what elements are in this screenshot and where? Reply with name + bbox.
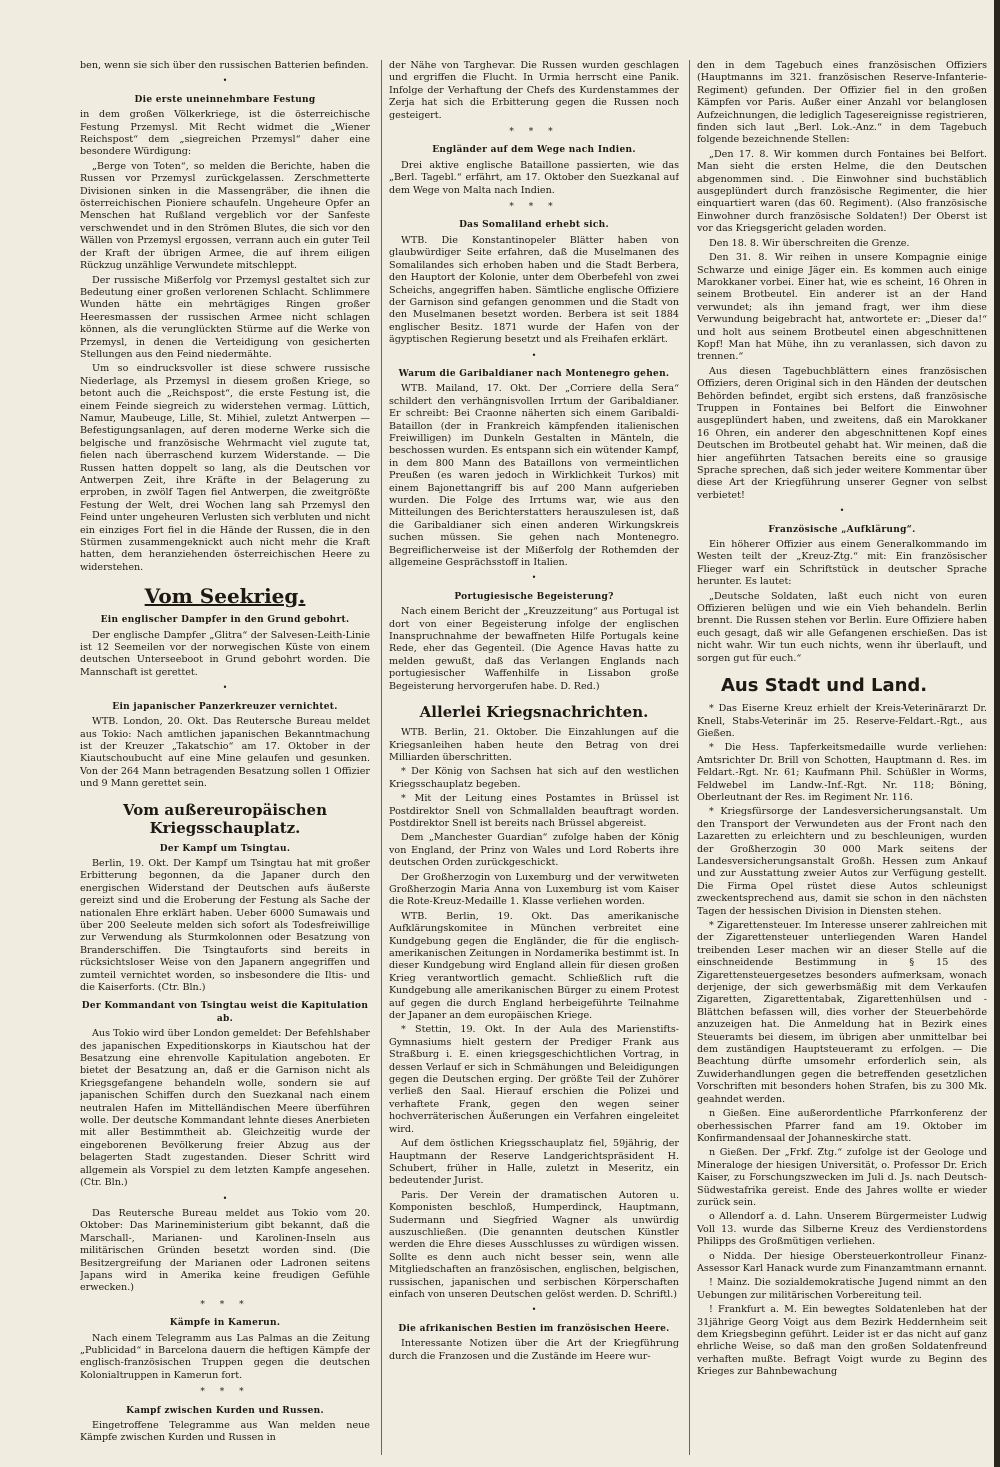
paragraph: Der Großherzogin von Luxemburg und der verwitweten Großherzogin Maria Anna von Luxemburg ist vom Kaiser die Rote-Kreuz-Medaille 1. Klasse verliehen worden.: [389, 871, 679, 908]
article-heading: Portugiesische Begeisterung?: [454, 591, 614, 602]
paragraph: den in dem Tagebuch eines französischen Offiziers (Hauptmanns im 321. französischen Reserve-Infanterie-Regiment) gefunden. Der Offizier fiel in den großen Kämpfen vor Paris. Außer einer Anzahl vor belanglosen Aufzeichnungen, die lediglich Tagesereignisse registrieren, finden sich laut „Berl. Lok.-Anz.“ in dem Tagebuch folgende bezeichnende Stellen:: [697, 60, 987, 146]
column-3: [697, 60, 987, 1460]
paragraph: Berlin, 19. Okt. Der Kampf um Tsingtau hat mit großer Erbitterung begonnen, da die Japaner durch den energischen Widerstand der Deutschen aufs äußerste gereizt sind und die Eroberung der Festung als Sache der nationalen Ehre erklärt haben. Ueber 6000 Sumawais und über 200 Seeleute melden sich sofort als Todesfreiwillige zur Verwendung als Sturmkolonnen oder Besatzung von Branderschiffen. Die Tsingtauforts sind bereits in rücksichtsloser Weise von den Japanern angegriffen und zumteil vernichtet worden, so insbesondere die Iltis- und die Kaiserforts. (Ctr. Bln.): [80, 857, 370, 993]
paragraph: Der russische Mißerfolg vor Przemysl gestaltet sich zur Bedeutung einer großen verlorenen Schlacht. Schlimmere Wunden hätte ein mehrtägiges Ringen großer Heeresmassen der russischen Armee nicht schlagen können, als die verunglückten Stürme auf die Werke von Przemysl, in denen die Verteidigung von gesicherten Stellungen aus den Feind niedermähte.: [80, 274, 370, 360]
paragraph: der Nähe von Targhevar. Die Russen wurden geschlagen und ergriffen die Flucht. In Urmia herrscht eine Panik. Infolge der Verhaftung der Chefs des Kurdenstammes der Zerja hat sich die Erbitterung gegen die Russen noch gesteigert.: [389, 60, 679, 121]
section-title: Vom Seekrieg.: [144, 584, 306, 609]
paragraph: ben, wenn sie sich über den russischen Batterien befinden.: [80, 60, 369, 71]
article-heading: Kämpfe in Kamerun.: [169, 1318, 281, 1329]
paragraph: Aus Tokio wird über London gemeldet: Der Befehlshaber des japanischen Expeditionskorps in Kiautschou hat der Besatzung eine ehrenvolle Kapitulation angeboten. Er bietet der Besatzung an, daß er die Garnison nicht als Kriegsgefangene behandeln wolle, sondern sie auf japanischen Schiffen durch den Suezkanal nach einem neutralen Hafen im Mittelländischen Meere überführen wolle. Der deutsche Kommandant lehnte dieses Anerbieten mit aller Bestimmtheit ab. Gleichzeitig wurde der eingeborenen Bevölkerung freier Abzug aus der belagerten Stadt zugestanden. Dieser Schritt wird allgemein als Vorspiel zu dem letzten Kampfe angesehen. (Ctr. Bln.): [80, 1028, 370, 1189]
article-heading: Die erste uneinnehmbare Festung: [134, 94, 316, 105]
column-2: [389, 60, 679, 1460]
paragraph: „Deutsche Soldaten, laßt euch nicht von euren Offizieren belügen und wie ein Vieh behandeln. Berlin brennt. Die Russen stehen vor Berlin. Eure Offiziere haben euch gesagt, daß wir alle Gefangenen erschießen. Das ist nicht wahr. Wir tun euch nichts, wenn ihr überlauft, und sorgen gut für euch.“: [697, 590, 987, 664]
ornament-bullet: •: [222, 76, 228, 86]
article-heading: Die afrikanischen Bestien im französischen Heere.: [398, 1323, 670, 1334]
page-edge: [994, 0, 1000, 1467]
article-heading: Ein englischer Dampfer in den Grund gebohrt.: [100, 615, 350, 626]
paragraph: o Nidda. Der hiesige Obersteuerkontrolleur Finanz-Assessor Karl Hanack wurde zum Finanzamtmann ernannt.: [697, 1250, 987, 1274]
ornament-bullet: •: [839, 506, 845, 516]
column-1: [80, 60, 370, 1460]
paragraph: Interessante Notizen über die Art der Kriegführung durch die Franzosen und die Zustände im Heere wur-: [389, 1338, 679, 1362]
paragraph: n Gießen. Eine außerordentliche Pfarrkonferenz der oberhessischen Pfarrer fand am 19. Oktober im Konfirmandensaal der Johanneskirche statt.: [697, 1108, 987, 1144]
paragraph: „Den 17. 8. Wir kommen durch Fontaines bei Belfort. Man sieht die ersten Helme, die den Deutschen abgenommen sind. . Die Einwohner sind buchstäblich ausgeplündert durch französische Regimenter, die hier einquartiert waren (das 60. Regiment). (Also französische Einwohner durch französische Soldaten!) Der Oberst ist vor das Kriegsgericht geladen worden.: [697, 148, 987, 235]
paragraph: Der englische Dampfer „Glitra“ der Salvesen-Leith-Linie ist 12 Seemeilen vor der norwegischen Küste von einem deutschen Unterseeboot in Grund gebohrt worden. Die Mannschaft ist gerettet.: [80, 629, 370, 678]
paragraph: * Der König von Sachsen hat sich auf den westlichen Kriegsschauplatz begeben.: [389, 766, 679, 790]
paragraph: WTB. Berlin, 19. Okt. Das amerikanische Aufklärungskomitee in München verbreitet eine Kundgebung gegen die Engländer, die für die englisch-amerikanischen Zeitungen in Nordamerika bestimmt ist. In dieser Kundgebung wird England allein für diesen großen Krieg verantwortlich gemacht. Schließlich ruft die Kundgebung alle amerikanischen Bürger zu einem Protest auf gegen die durch England herbeigeführte Teilnahme der Japaner an dem europäischen Kriege.: [389, 910, 679, 1022]
paragraph: Paris. Der Verein der dramatischen Autoren u. Komponisten beschloß, Humperdinck, Hauptmann, Sudermann und Siegfried Wagner als unwürdig auszuschließen. (Die genannten deutschen Künstler werden die Ehre dieses Ausschlusses zu würdigen wissen. Sollte es denn auch nicht besser sein, wenn alle Mitgliedschaften an französischen, englischen, belgischen, russischen, japanischen und serbischen Körperschaften einfach von unseren Deutschen gelöst werden. D. Schriftl.): [389, 1189, 679, 1300]
paragraph: * Zigarettensteuer. Im Interesse unserer zahlreichen mit der Zigarettensteuer unterliegenden Waren Handel treibenden Leser machen wir an dieser Stelle auf die einschneidende Bestimmung in § 15 des Zigarettensteuergesetzes besonders aufmerksam, wonach derjenige, der sich gewerbsmäßig mit dem Verkaufen Zigaretten, Zigarettentabak, Zigarettenhülsen und -Blättchen befassen will, dies vorher der Steuerbehörde anzuzeigen hat. Die Anmeldung hat in Bezirk eines Steueramts bei diesem, im übrigen aber unmittelbar bei dem zuständigen Hauptsteueramt zu erfolgen. — Die Beachtung dürfte umsomehr erforderlich sein, als Zuwiderhandlungen gegen die betreffenden gesetzlichen Vorschriften mit besonders hohen Strafen, bis zu 300 Mk. geahndet werden.: [697, 920, 987, 1105]
ornament-bullet: •: [531, 1305, 537, 1315]
article-heading: Warum die Garibaldianer nach Montenegro gehen.: [398, 368, 670, 379]
ornament-stars: * * *: [509, 202, 559, 213]
paragraph: WTB. Die Konstantinopeler Blätter haben von glaubwürdiger Seite erfahren, daß die Muselmanen des Somalilandes sich erhoben haben und die Stadt Berbera, den Hauptort der Kolonie, unter dem Oberbefehl von zwei Scheichs, angegriffen haben. Sämtliche englische Offiziere der Garnison sind gefangen genommen und die Stadt von den Muselmanen besetzt worden. Berbera ist seit 1884 englischer Besitz. 1871 wurde der Hafen von der ägyptischen Regierung besetzt und als Freihafen erklärt.: [389, 234, 679, 346]
ornament-bullet: •: [531, 573, 537, 583]
article-heading: Das Somaliland erhebt sich.: [459, 220, 609, 231]
paragraph: Aus diesen Tagebuchblättern eines französischen Offiziers, deren Original sich in den Händen der deutschen Behörden befindet, ergibt sich erstens, daß französische Truppen in Fontaines bei Belfort die Einwohner ausgeplündert haben, und zweitens, daß ein Marokkaner 16 Ohren, ein anderer den abgeschnittenen Kopf eines Deutschen im Brotbeutel gehabt hat. Wir meinen, daß die hier angeführten Tatsachen bereits eine so grausige Sprache sprechen, daß sich jeder weitere Kommentar über diese Art der Kriegführung unserer Gegner von selbst verbietet!: [697, 365, 987, 501]
ornament-bullet: •: [222, 1193, 228, 1203]
section-title: Allerlei Kriegsnachrichten.: [419, 703, 649, 722]
ornament-stars: * * *: [200, 1299, 250, 1310]
paragraph: Um so eindrucksvoller ist diese schwere russische Niederlage, als Przemysl in diesem großen Kriege, so betont auch die „Reichspost“, die erste Festung ist, die einem Feinde siegreich zu widerstehen vermag. Lüttich, Namur, Maubeuge, Lille, St. Mihiel, zuletzt Antwerpen — Befestigungsanlagen, auf deren moderne Werke sich die belgische und französische Wehrmacht viel zugute tat, fielen nach überraschend kurzem Widerstande. — Die Russen hatten doppelt so lang, als die Deutschen vor Antwerpen Zeit, ihre Kräfte in der Belagerung zu erproben, in zwölf Tagen fiel Antwerpen, die zweitgrößte Festung der Welt, drei Wochen lang sah Przemysl den Feind unter ungeheuren Verlusten sich verbluten und nicht ein einziges Fort fiel in die Hände der Russen, die in den Stürmen zusammengeknickt auch nicht mehr die Kraft hatten, dem heranziehenden österreichischen Heere zu widerstehen.: [80, 363, 370, 573]
paragraph: * Kriegsfürsorge der Landesversicherungsanstalt. Um den Transport der Verwundeten aus der Front nach den Lazaretten zu erleichtern und zu beschleunigen, wurden der Großherzogin 30 000 Mark seitens der Landesversicherungsanstalt Großh. Hessen zum Ankauf und zur Ausstattung zweier Autos zur Verfügung gestellt. Die Firma Opel rüstet diese Autos schleunigst zweckentsprechend aus, damit sie schon in den nächsten Tagen der hessischen Division in Diensten stehen.: [697, 806, 987, 917]
article-heading: Der Kommandant von Tsingtau weist die Kapitulation ab.: [81, 1001, 369, 1024]
paragraph: Den 18. 8. Wir überschreiten die Grenze.: [709, 237, 910, 249]
ornament-bullet: •: [222, 683, 228, 693]
paragraph: Nach einem Telegramm aus Las Palmas an die Zeitung „Publicidad“ in Barcelona dauern die heftigen Kämpfe der englisch-französischen Truppen gegen die deutschen Kolonialtruppen in Kamerun fort.: [80, 1332, 370, 1381]
paragraph: ! Frankfurt a. M. Ein bewegtes Soldatenleben hat der 31jährige Georg Voigt aus dem Bezirk Heddernheim seit dem Kriegsbeginn geführt. Leider ist er das nicht auf ganz ehrliche Weise, so daß man den großen Soldatenfreund verhaften mußte. Befragt Voigt wurde zu Beginn des Krieges zur Bahnbewachung: [697, 1304, 987, 1378]
section-title: Aus Stadt und Land.: [721, 675, 928, 697]
paragraph: WTB. London, 20. Okt. Das Reutersche Bureau meldet aus Tokio: Nach amtlichen japanischen Bekanntmachung ist der Kreuzer „Takatschio“ am 17. Oktober in der Kiautschoubucht auf eine Mine gelaufen und gesunken. Von der 264 Mann betragenden Besatzung sollen 1 Offizier und 9 Mann gerettet sein.: [80, 716, 370, 790]
paragraph: Eingetroffene Telegramme aus Wan melden neue Kämpfe zwischen Kurden und Russen in: [80, 1420, 370, 1444]
paragraph: Drei aktive englische Bataillone passierten, wie das „Berl. Tagebl.“ erfährt, am 17. Oktober den Suezkanal auf dem Wege von Malta nach Indien.: [389, 159, 679, 196]
paragraph: „Berge von Toten“, so melden die Berichte, haben die Russen vor Przemysl zurückgelassen. Zerschmetterte Divisionen sinken in die Massengräber, die ihnen die österreichischen Pioniere schaufeln. Ungeheure Opfer an Menschen hat Rußland vergeblich vor der Sanfeste verschwendet und in den Strömen Blutes, die sich vor den Wällen von Przemysl ergossen, verrann auch ein guter Teil der Kraft der übrigen Armee, die auf ihrem eiligen Rückzug unzählige Verwundete mitschleppt.: [80, 160, 370, 272]
ornament-stars: * * *: [509, 127, 559, 138]
paragraph: * Die Hess. Tapferkeitsmedaille wurde verliehen: Amtsrichter Dr. Brill von Schotten, Hauptmann d. Res. im Feldart.-Rgt. Nr. 61; Kaufmann Phil. Schüßler in Worms, Feldwebel im Landw.-Inf.-Rgt. Nr. 118; Böning, Oberleutnant der Res. im Regiment Nr. 116.: [697, 742, 987, 803]
paragraph: WTB. Mailand, 17. Okt. Der „Corriere della Sera“ schildert den verhängnisvollen Irrtum der Garibaldianer. Er schreibt: Bei Craonne näherten sich einem Garibaldi-Bataillon (der in Frankreich kämpfenden italienischen Freiwilligen) im Dunkeln Gestalten in Mänteln, die beschossen wurden. Es entspann sich ein wütender Kampf, in dem 800 Mann des Bataillons von vermeintlichen Preußen (es waren jedoch in Wirklichkeit Turkos) mit einem Bajonettangriff bis auf 200 Mann aufgerieben wurden. Die Folge des Irrtums war, wie aus den Mitteilungen des Berichterstatters herauszulesen ist, daß die Garibaldianer sich einen anderen Wirkungskreis suchen müssen. Sie gehen nach Montenegro. Begreiflicherweise ist der Mißerfolg der Rothemden der allgemeine Gesprächsstoff in Italien.: [389, 383, 679, 569]
paragraph: Nach einem Bericht der „Kreuzzeitung“ aus Portugal ist dort von einer Begeisterung infolge der englischen Inanspruchnahme der bewaffneten Hilfe Portugals keine Rede, eher das Gegenteil. (Die Agence Havas hatte zu melden gewußt, daß das Verlangen Englands nach portugiesischer Waffenhilfe in Lissabon große Begeisterung hervorgerufen habe. D. Red.): [389, 606, 679, 692]
paragraph: n Gießen. Der „Frkf. Ztg.“ zufolge ist der Geologe und Mineraloge der hiesigen Universität, o. Professor Dr. Erich Kaiser, zu Forschungszwecken im Juli d. Js. nach Deutsch-Südwestafrika gereist. Ende des Jahres wollte er wieder zurück sein.: [697, 1147, 987, 1208]
paragraph: ! Mainz. Die sozialdemokratische Jugend nimmt an den Uebungen zur militärischen Vorbereitung teil.: [697, 1277, 987, 1301]
paragraph: Auf dem östlichen Kriegsschauplatz fiel, 59jährig, der Hauptmann der Reserve Landgerichtspräsident H. Schubert, früher in Halle, zuletzt in Meseritz, ein bedeutender Jurist.: [389, 1138, 679, 1187]
article-heading: Ein japanischer Panzerkreuzer vernichtet.: [112, 701, 338, 712]
paragraph: * Stettin, 19. Okt. In der Aula des Marienstifts-Gymnasiums hielt gestern der Prediger Frank aus Straßburg i. E. einen kriegsgeschichtlichen Vortrag, in dessen Verlauf er sich in Schmähungen und Beleidigungen gegen die Deutschen erging. Der größte Teil der Zuhörer verließ den Saal. Hierauf erschien die Polizei und verhaftete Frank, gegen den wegen seiner hochverräterischen Äußerungen ein Verfahren eingeleitet wird.: [389, 1024, 679, 1135]
article-heading: Der Kampf um Tsingtau.: [159, 843, 291, 854]
paragraph: Dem „Manchester Guardian“ zufolge haben der König von England, der Prinz von Wales und Lord Roberts ihre deutschen Orden zurückgeschickt.: [389, 832, 679, 869]
paragraph: Ein höherer Offizier aus einem Generalkommando im Westen teilt der „Kreuz-Ztg.“ mit: Ein französischer Flieger warf ein Schriftstück in deutscher Sprache herunter. Es lautet:: [697, 539, 987, 588]
paragraph: o Allendorf a. d. Lahn. Unserem Bürgermeister Ludwig Voll 13. wurde das Silberne Kreuz des Verdienstordens Philipps des Großmütigen verliehen.: [697, 1211, 987, 1248]
article-heading: Engländer auf dem Wege nach Indien.: [432, 145, 636, 156]
paragraph: WTB. Berlin, 21. Oktober. Die Einzahlungen auf die Kriegsanleihen haben heute den Betrag von drei Milliarden überschritten.: [389, 727, 679, 763]
column-rule-1: [381, 60, 382, 1455]
paragraph: * Mit der Leitung eines Postamtes in Brüssel ist Postdirektor Snell von Schmallalden beauftragt worden. Postdirektor Snell ist bereits nach Brüssel abgereist.: [389, 793, 679, 829]
article-heading: Kampf zwischen Kurden und Russen.: [126, 1405, 324, 1416]
paragraph: Das Reutersche Bureau meldet aus Tokio vom 20. Oktober: Das Marineministerium gibt bekannt, daß die Marschall-, Marianen- und Karolinen-Inseln aus militärischen Gründen besetzt worden sind. (Die Besitzergreifung der Marianen oder Ladronen seitens Japans wird in Amerika keine freudigen Gefühle erwecken.): [80, 1207, 370, 1294]
paragraph: in dem großen Völkerkriege, ist die österreichische Festung Przemysl. Mit Recht widmet die „Wiener Reichspost“ dem „siegreichen Przemysl“ daher eine besondere Würdigung:: [80, 109, 370, 158]
ornament-bullet: •: [531, 350, 537, 360]
ornament-stars: * * *: [200, 1387, 250, 1398]
section-title: Vom außereuropäischen Kriegsschauplatz.: [122, 800, 328, 837]
column-rule-2: [689, 60, 690, 1455]
paragraph: * Das Eiserne Kreuz erhielt der Kreis-Veterinärarzt Dr. Knell, Stabs-Veterinär im 25. Reserve-Feldart.-Rgt., aus Gießen.: [697, 703, 987, 739]
paragraph: Den 31. 8. Wir reihen in unsere Kompagnie einige Schwarze und einige Jäger ein. Es kommen auch einige Marokkaner vorbei. Einer hat, wie es scheint, 16 Ohren in seinem Brotbeutel. Ein anderer ist an der Hand verwundet; als ihn jemand fragt, wer ihm diese Verwundung beigebracht hat, antwortete er: „Dieser da!“ und holt aus seinem Brotbeutel einen abgeschnittenen Kopf! Man hat Mühe, ihn zu veranlassen, sich davon zu trennen.“: [697, 252, 987, 363]
article-heading: Französische „Aufklärung“.: [768, 524, 916, 535]
